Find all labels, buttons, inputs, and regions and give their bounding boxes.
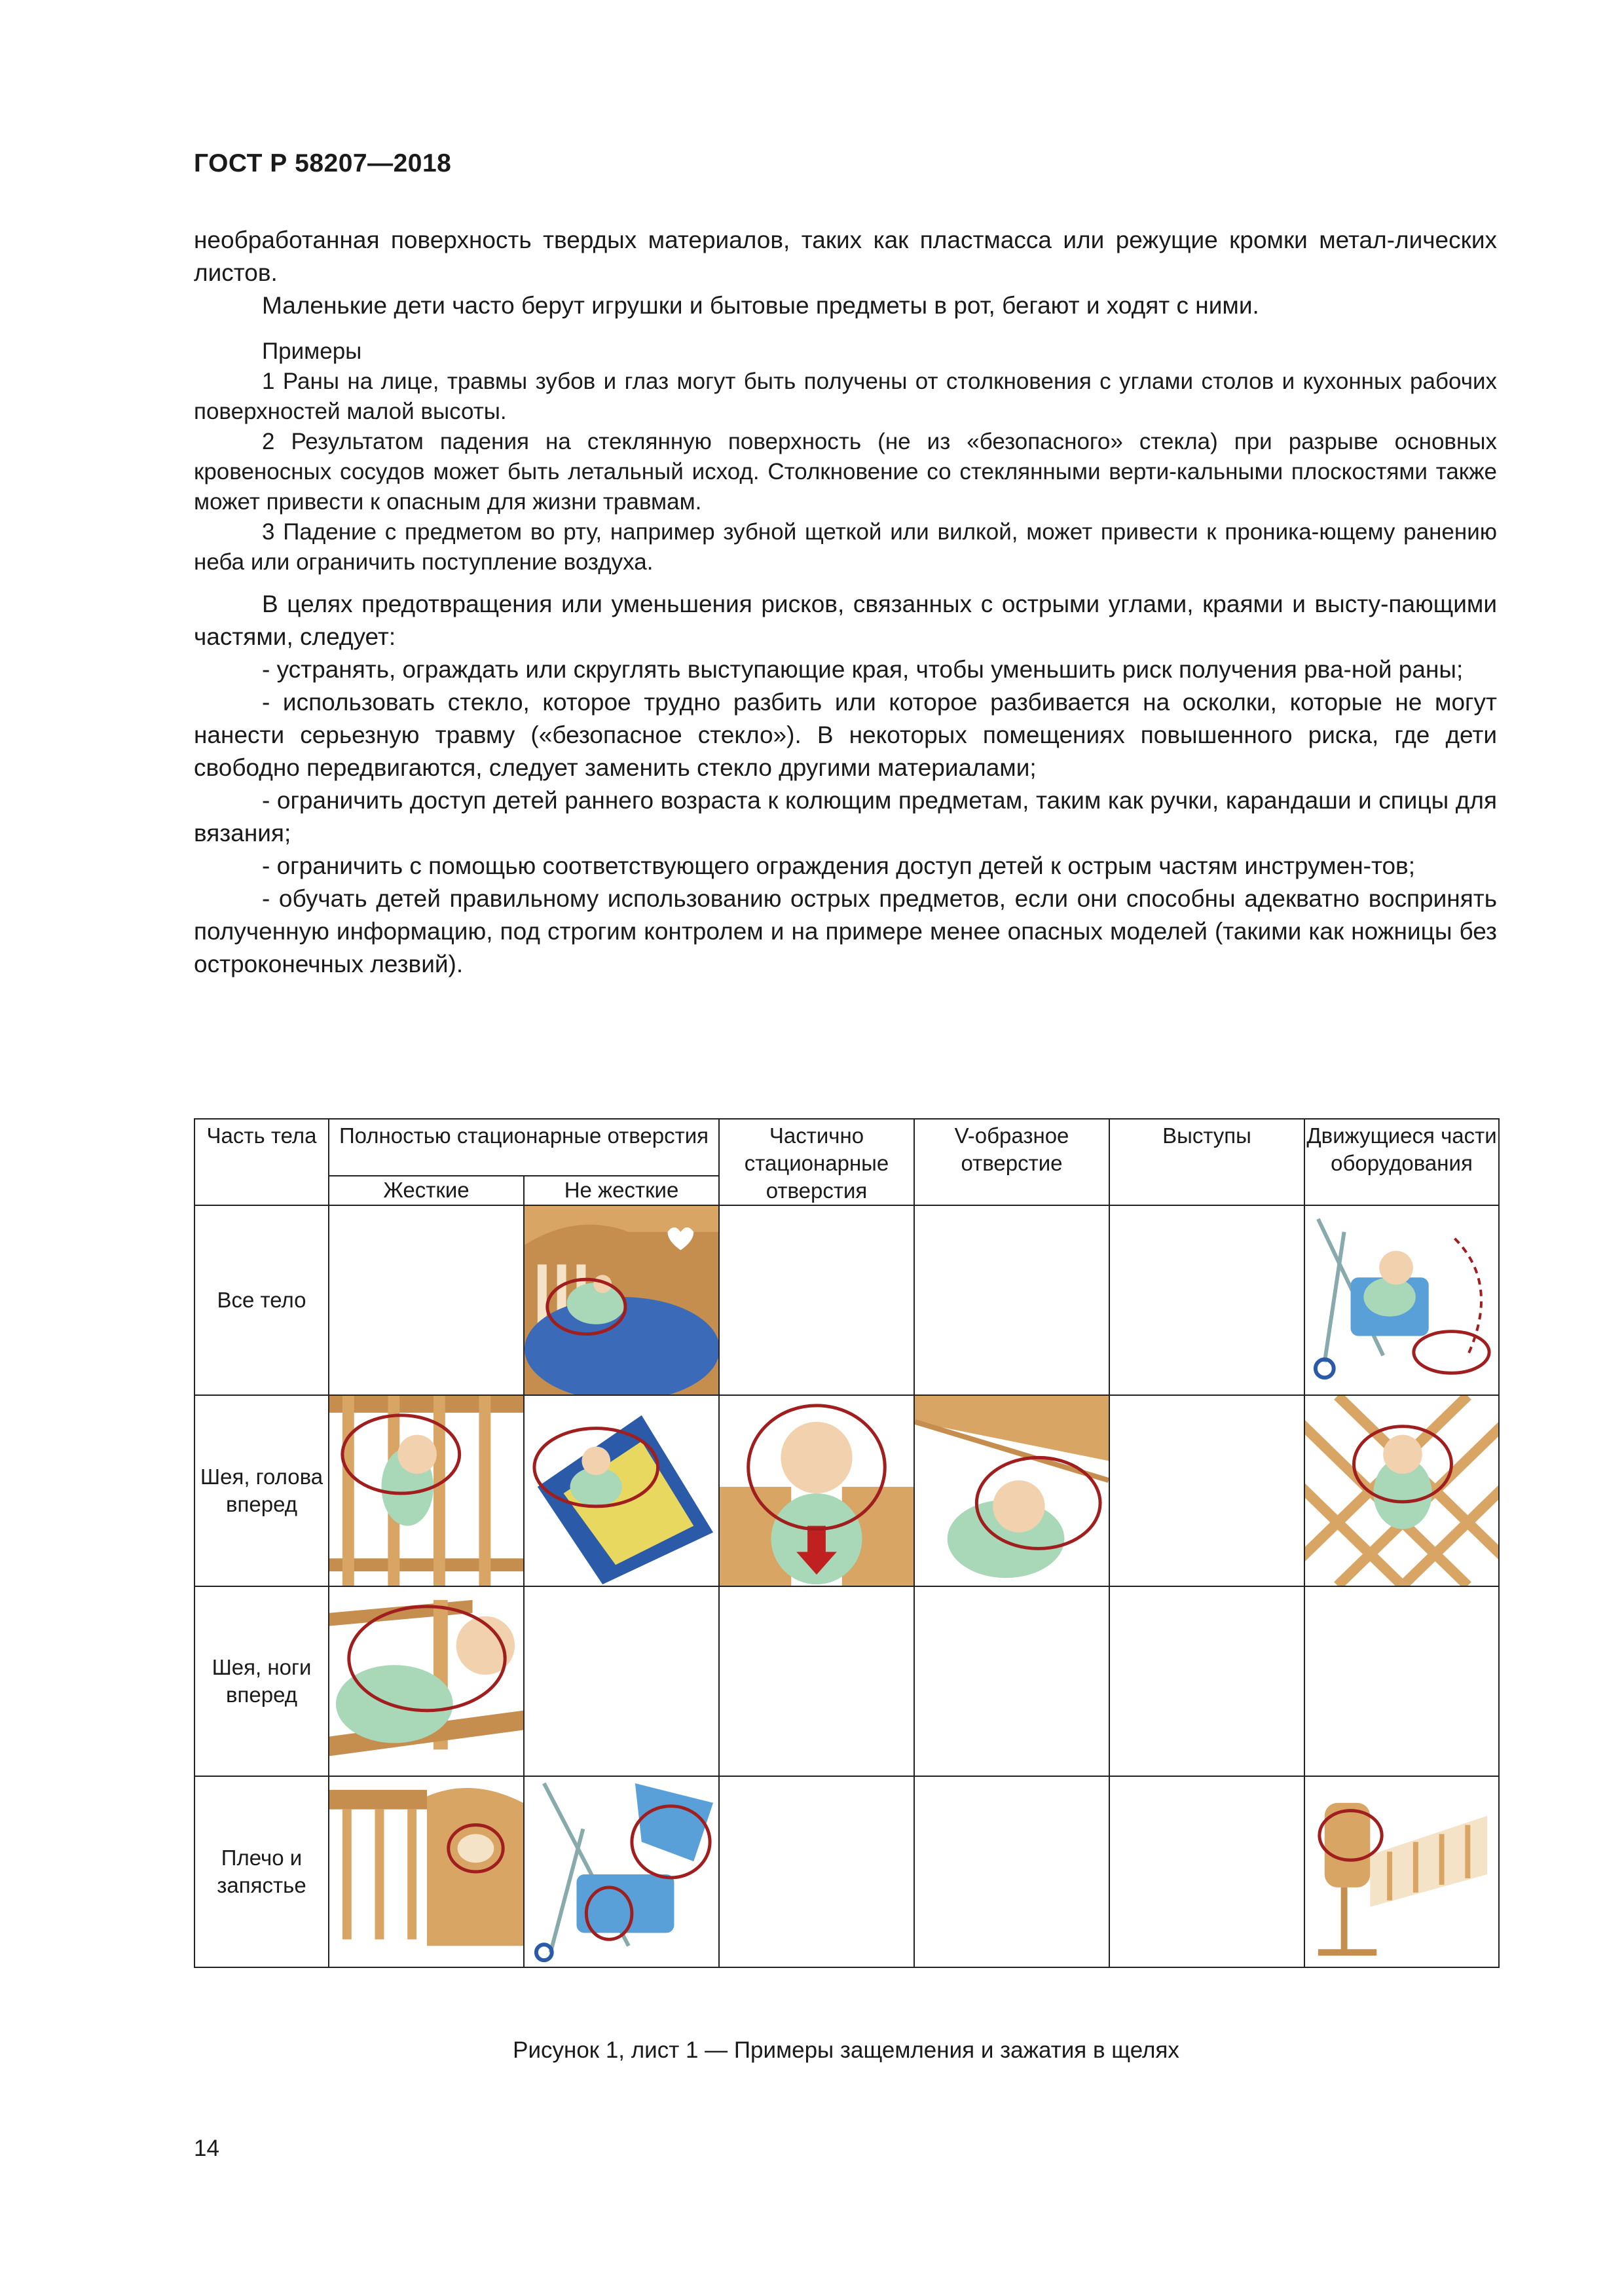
empty-cell — [1109, 1776, 1304, 1967]
empty-cell — [524, 1586, 719, 1776]
header-protrusions: Выступы — [1109, 1119, 1304, 1205]
bullet-item: - ограничить доступ детей раннего возраста к колющим предметам, таким как ручки, карандаши и спицы для вязания; — [194, 787, 1497, 847]
example-3: 3 Падение с предметом во рту, например зубной щеткой или вилкой, может привести к проника-ющему ранению неба или ограничить поступление воздуха. — [194, 519, 1497, 575]
illustration-stroller-moving — [1304, 1205, 1499, 1395]
bullet-item: - обучать детей правильному использованию острых предметов, если они способны адекватно воспринять полученную информацию, под строгим контролем и на примере менее опасных моделей (такими как ножницы без остроконечных лезвий). — [194, 885, 1497, 977]
paragraph: В целях предотвращения или уменьшения рисков, связанных с острыми углами, краями и высту-пающими частями, следует: — [194, 591, 1497, 650]
illustration-crib-blanket — [524, 1205, 719, 1395]
empty-cell — [719, 1776, 914, 1967]
header-rigid: Жесткие — [329, 1176, 524, 1205]
empty-cell — [914, 1586, 1109, 1776]
empty-cell — [1109, 1586, 1304, 1776]
figure-caption: Рисунок 1, лист 1 — Примеры защемления и зажатия в щелях — [513, 2037, 1179, 2063]
empty-cell — [1304, 1586, 1499, 1776]
header-v-shaped: V-образное отверстие — [914, 1119, 1109, 1205]
page-number: 14 — [194, 2136, 219, 2161]
header-fully-fixed: Полностью стационарные отверстия — [329, 1119, 719, 1176]
recommendations — [194, 588, 1497, 981]
header-partially-fixed: Частично стационарные отверстия — [719, 1119, 914, 1205]
bullet-item: - использовать стекло, которое трудно разбить или которое разбивается на осколки, которые не могут нанести серьезную травму («безопасное стекло»). В некоторых помещениях повышенного риска, где дети свободно передвигаются, следует заменить стекло другими материалами; — [194, 689, 1497, 781]
empty-cell — [1109, 1395, 1304, 1586]
illustration-lattice-gate — [1304, 1395, 1499, 1586]
paragraph: Маленькие дети часто берут игрушки и бытовые предметы в рот, бегают и ходят с ними. — [262, 292, 1259, 319]
examples-block — [194, 337, 1497, 577]
header-non-rigid: Не жесткие — [524, 1176, 719, 1205]
illustration-stroller-hood — [524, 1776, 719, 1967]
header-body-part: Часть тела — [194, 1119, 329, 1205]
row-label-neck-feet-first: Шея, ноги вперед — [194, 1586, 329, 1776]
empty-cell — [1109, 1205, 1304, 1395]
bullet-item: - устранять, ограждать или скруглять выступающие края, чтобы уменьшить риск получения рва-ной раны; — [262, 656, 1464, 683]
illustration-bassinet — [524, 1395, 719, 1586]
illustration-crib-feet-first — [329, 1586, 524, 1776]
example-1: 1 Раны на лице, травмы зубов и глаз могут быть получены от столкновения с углами столов и кухонных рабочих поверхностей малой высоты. — [194, 369, 1497, 424]
illustration-cradle — [1304, 1776, 1499, 1967]
row-label-whole-body: Все тело — [194, 1205, 329, 1395]
illustration-partial-opening — [719, 1395, 914, 1586]
document-id: ГОСТ Р 58207—2018 — [194, 149, 452, 177]
header-moving-parts: Движущиеся части оборудования — [1304, 1119, 1499, 1205]
illustration-v-opening — [914, 1395, 1109, 1586]
illustration-crib-bars — [329, 1395, 524, 1586]
empty-cell — [914, 1205, 1109, 1395]
empty-cell — [719, 1205, 914, 1395]
empty-cell — [719, 1586, 914, 1776]
row-label-shoulder-wrist: Плечо и запястье — [194, 1776, 329, 1967]
example-2: 2 Результатом падения на стеклянную поверхность (не из «безопасного» стекла) при разрыве основных кровеносных сосудов может быть летальный исход. Столкновение со стеклянными верти-кальными плоскостями также может привести к опасным для жизни травмам. — [194, 429, 1497, 515]
empty-cell — [329, 1205, 524, 1395]
illustration-crib-headboard — [329, 1776, 524, 1967]
paragraph: необработанная поверхность твердых материалов, таких как пластмасса или режущие кромки метал-лических листов. — [194, 227, 1497, 286]
entrapment-figure-table — [194, 1118, 1500, 1968]
row-label-neck-head-first: Шея, голова вперед — [194, 1395, 329, 1586]
examples-title: Примеры — [262, 338, 362, 364]
body-text — [194, 224, 1497, 322]
bullet-item: - ограничить с помощью соответствующего ограждения доступ детей к острым частям инструмен-тов; — [262, 852, 1415, 879]
empty-cell — [914, 1776, 1109, 1967]
